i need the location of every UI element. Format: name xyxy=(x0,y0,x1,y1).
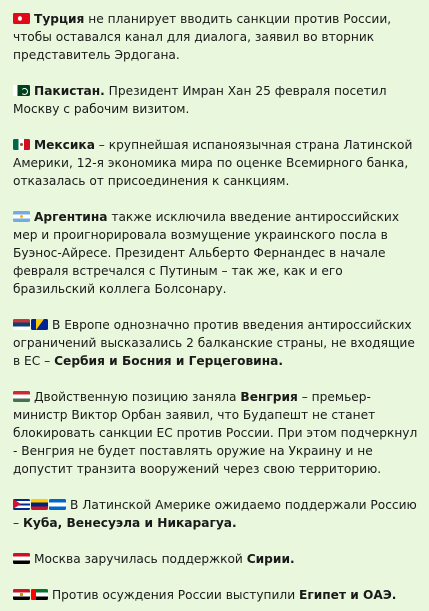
pakistan-flag-icon xyxy=(13,85,30,96)
paragraph-mexico xyxy=(13,136,421,190)
text-run: Против осуждения России выступили xyxy=(52,588,300,602)
paragraph-latin-america xyxy=(13,496,421,532)
paragraph-egypt-uae xyxy=(13,586,421,604)
nicaragua-flag-icon xyxy=(49,499,66,510)
bold-text: Сербия и Босния и Герцеговина. xyxy=(54,354,283,368)
text-run: Президент Имран Хан 25 февраля посетил Москву с рабочим визитом. xyxy=(13,84,387,116)
text-run: Москва заручилась поддержкой xyxy=(34,552,247,566)
mexico-flag-icon xyxy=(13,139,30,150)
turkey-flag-icon xyxy=(13,13,30,24)
paragraph-turkey xyxy=(13,10,421,64)
bold-text: Сирии. xyxy=(246,552,295,566)
text-run: В Латинской Америке ожидаемо поддержали Россию – xyxy=(13,498,417,530)
argentina-flag-icon xyxy=(13,211,30,222)
egypt-flag-icon xyxy=(13,589,30,600)
bold-text: Турция xyxy=(34,12,85,26)
text-run: не планирует вводить санкции против России, чтобы оставался канал для диалога, заявил во вторник представитель Эрдогана. xyxy=(13,12,392,62)
text-run: также исключила введение антироссийских мер и проигнорировала возмущение украинского посла в Буэнос-Айресе. Президент Альберто Фернандес в начале февраля встречался с Путиным – так же, как и его бразильский коллега Болсонару. xyxy=(13,210,400,296)
text-run: – премьер-министр Виктор Орбан заявил, что Будапешт не станет блокировать санкции ЕС против России. При этом подчеркнул - Венгрия не будет поставлять оружие на Украину и не допустит транзита вооружений через свою территорию. xyxy=(13,390,418,476)
paragraph-balkans xyxy=(13,316,421,370)
uae-flag-icon xyxy=(31,589,48,600)
venezuela-flag-icon xyxy=(31,499,48,510)
bold-text: Аргентина xyxy=(34,210,108,224)
cuba-flag-icon xyxy=(13,499,30,510)
bold-text: Куба, Венесуэла и Никарагуа. xyxy=(22,516,237,530)
paragraph-hungary xyxy=(13,388,421,478)
paragraph-argentina xyxy=(13,208,421,298)
bold-text: Пакистан. xyxy=(34,84,105,98)
bold-text: Египет и ОАЭ. xyxy=(299,588,397,602)
text-run: – крупнейшая испаноязычная страна Латинской Америки, 12-я экономика мира по оценке Всемирного банка, отказалась от присоединения к санкциям. xyxy=(13,138,413,188)
text-run: В Европе однозначно против введения антироссийских ограничений высказались 2 балканские страны, не входящие в ЕС – xyxy=(13,318,415,368)
text-run: Двойственную позицию заняла xyxy=(34,390,241,404)
hungary-flag-icon xyxy=(13,391,30,402)
bold-text: Мексика xyxy=(34,138,95,152)
syria-flag-icon xyxy=(13,553,30,564)
bold-text: Венгрия xyxy=(240,390,298,404)
paragraph-pakistan xyxy=(13,82,421,118)
serbia-flag-icon xyxy=(13,319,30,330)
bosnia-flag-icon xyxy=(31,319,48,330)
paragraph-syria xyxy=(13,550,421,568)
